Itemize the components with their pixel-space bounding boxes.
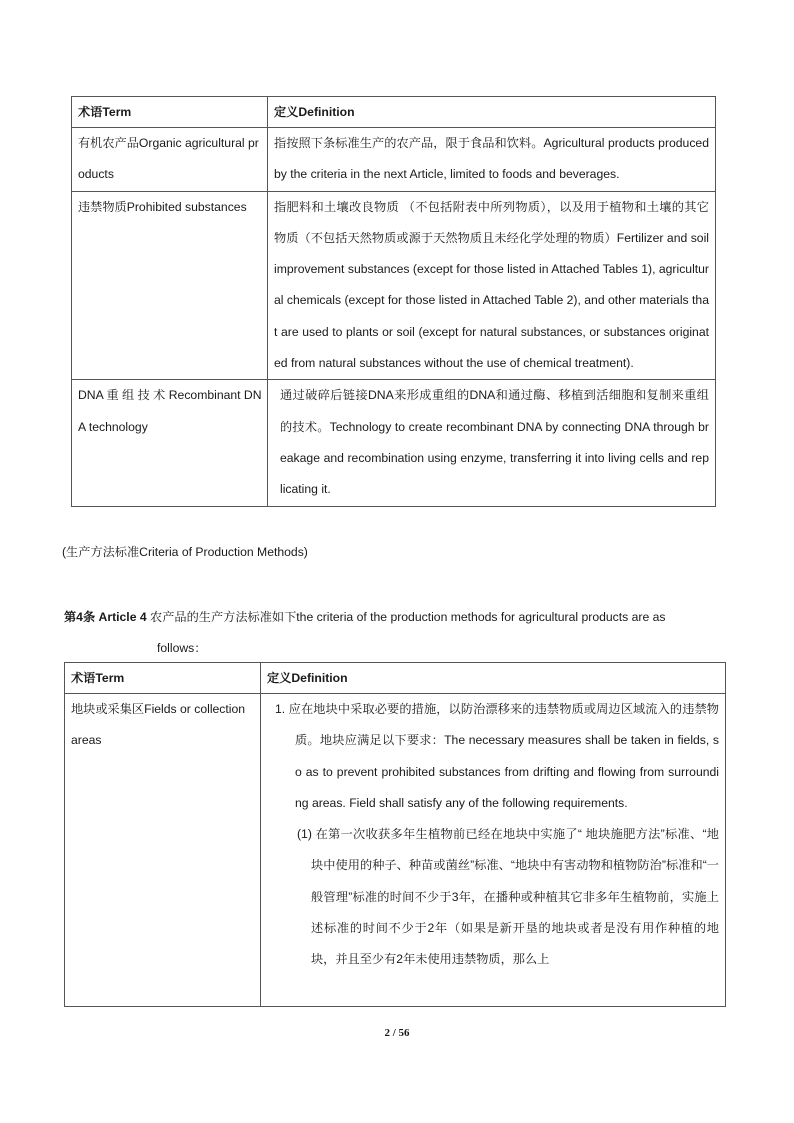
term-cell: [72, 128, 268, 192]
term-cell: [72, 380, 268, 506]
page-number: 2 / 56: [384, 1027, 410, 1039]
article-paragraph: [64, 606, 726, 659]
section-caption: (生产方法标准Criteria of Production Methods): [62, 545, 308, 559]
header-term: 术语Term: [65, 663, 261, 694]
definition-cell: 指肥料和土壤改良物质 （不包括附表中所列物质），以及用于植物和土壤的其它物质（不包括天然物质或源于天然物质且未经化学处理的物质）Fertilizer and soil improvement substances (except for those listed in Attached Tables 1), agricultural chemicals (except for those listed in Attached Table 2), and other materials that are used to plants or soil (except for natural substances, or substances originated from natural substances without the use of chemical treatment).: [268, 191, 716, 380]
list-subitem: (1) 在第一次收获多年生植物前已经在地块中实施了“ 地块施肥方法”标准、“地块中使用的种子、种苗或菌丝”标准、“地块中有害动物和植物防治”标准和“一般管理”标准的时间不少于3年，在播种或种植其它非多年生植物前，实施上述标准的时间不少于2年（如果是新开垦的地块或者是没有用作种植的地块，并且至少有2年未使用违禁物质，那么上: [297, 827, 719, 967]
table-row: [72, 380, 716, 506]
term-cell: [65, 694, 261, 1007]
header-definition: 定义Definition: [268, 97, 716, 128]
article-number: 第4条 Article 4: [64, 610, 147, 624]
definition-cell: [261, 694, 726, 1007]
term-text: DNA 重 组 技 术 Recombinant DNA technology: [78, 388, 262, 434]
table-header-row: [72, 97, 716, 128]
table-row: [72, 191, 716, 380]
definitions-table-1: [71, 96, 716, 507]
article-text: 农产品的生产方法标准如下the criteria of the production methods for agricultural products are as: [150, 610, 666, 624]
table-row: [65, 694, 726, 1007]
definition-cell: 通过破碎后链接DNA来形成重组的DNA和通过酶、移植到活细胞和复制来重组的技术。Technology to create recombinant DNA by connecting DNA through breakage and recombination using enzyme, transferring it into living cells and replicating it.: [268, 380, 716, 506]
definition-cell: 指按照下条标准生产的农产品，限于食品和饮料。Agricultural products produced by the criteria in the next Article, limited to foods and beverages.: [268, 128, 716, 192]
definitions-table-2: [64, 662, 726, 1007]
table-row: [72, 128, 716, 192]
term-text: 违禁物质Prohibited substances: [78, 199, 247, 214]
header-definition: 定义Definition: [261, 663, 726, 694]
table-header-row: [65, 663, 726, 694]
term-cell: [72, 191, 268, 380]
term-text: 地块或采集区Fields or collection areas: [71, 702, 246, 748]
list-item: 1. 应在地块中采取必要的措施，以防治漂移来的违禁物质或周边区域流入的违禁物质。地块应满足以下要求：The necessary measures shall be taken in fields, so as to prevent prohibited substances from drifting and flowing from surrounding areas. Field shall satisfy any of the following requirements.: [275, 702, 719, 810]
term-text: 有机农产品Organic agricultural products: [78, 136, 259, 182]
header-term: 术语Term: [72, 97, 268, 128]
article-continuation: follows：: [157, 641, 207, 655]
